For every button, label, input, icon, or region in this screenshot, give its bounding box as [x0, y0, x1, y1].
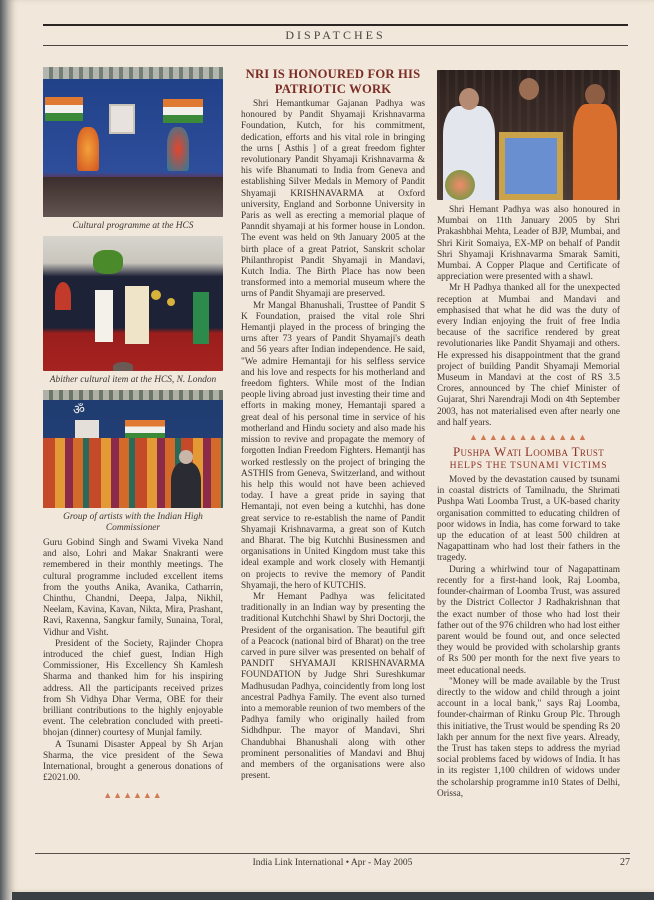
- body-paragraph: "Money will be made available by the Trust directly to the widow and child through a joint account in a local bank," says Raj Loomba, founder-chairman of Rinku Group Plc. Through this initiative, the Trust would be spending Rs 20 lakh per annum for the next five years. Already, the Trust has taken steps to address the myriad social problems faced by widows of India. It has in its register 1,100 children of widows under the scholarship programme in10 States of Delhi, Orissa,: [437, 676, 620, 799]
- page-number: 27: [620, 857, 630, 868]
- body-paragraph: Shri Hemant Padhya was also honoured in Mumbai on 11th January 2005 by Shri Prakashbhai Mehta, Leader of BJP, Mumbai, and Shri Kirit Somaiya, EX-MP on behalf of Pandit Shri Shyamaji Krishnavarma Smarak Samiti, Mumbai. A Copper Plaque and Certificate of appreciation were presented with a shawl.: [437, 205, 620, 283]
- photo-caption: Cultural programme at the HCS: [72, 221, 194, 231]
- publication-footer: India Link International • Apr - May 2005: [252, 858, 413, 868]
- body-paragraph: A Tsunami Disaster Appeal by Sh Arjan Sharma, the vice president of the Sewa International, brought a generous donations of £2021.00.: [43, 739, 223, 784]
- middle-column: [241, 67, 425, 782]
- header-rule-top: [43, 24, 628, 26]
- body-paragraph: During a whirlwind tour of Nagapattinam recently for a first-hand look, Raj Loomba, founder-chairman of Loomba Trust, was assured by the District Collector J Radhakrishnan that the exact number of those who had lost their father out of the 976 children who had lost either parent would be found out, and once selected they would be provided with scholarship grants of Rs 500 per month for the next five years to meet educational needs.: [437, 564, 620, 676]
- body-paragraph: Mr Hemant Padhya was felicitated traditionally in an Indian way by presenting the traditional Kutchchhi Shawl by Shri Doctorji, the President of the organisation. The beautiful gift of a Peacock (national bird of Bharat) on the tree carved in pure silver was presented on behalf of PANDIT SHYAMAJI KRISHNAVARMA FOUNDATION by Judge Shri Sureshkumar Madhusudan Padhya, coincidently from long lost ancestral Padhya Family. The event also turned into a memorable reunion of two members of the Padhya family who originally hailed from Sidhdhpur. The mayor of Mandavi, Shri Chandubhai Bhanushali along with other prominent personalities of Mandavi and Bhuj and members of the organisations were also present.: [241, 591, 425, 782]
- body-paragraph: President of the Society, Rajinder Chopra introduced the chief guest, Indian High Commissioner, His Excellency Sh Kamlesh Sharma and thanked him for his inspiring address. All the participants received prizes from Sh Vidhya Dhar Verma, OBE for their brilliant contributions to the highly enjoyable event. The celebration concluded with preeti-bhojan (dinner) courtesy of Munjal family.: [43, 638, 223, 739]
- photo-three-dancers-icon: [43, 236, 223, 371]
- body-paragraph: Moved by the devastation caused by tsunami in coastal districts of Tamilnadu, the Shrimati Pushpa Wati Loomba Trust, a UK-based charity organisation committed to educating children of poor widows in India, has come forward to take up the education of at least 500 children at Nagapattinam who had lost their fathers in the tragedy.: [437, 475, 620, 564]
- left-column: [43, 67, 223, 800]
- article-title: Pushpa Wati Loomba Trust: [452, 444, 605, 460]
- article-title: NRI IS HONOURED FOR HIS PATRIOTIC WORK: [245, 67, 421, 96]
- article-divider-triangles-icon: ▲▲▲▲▲▲▲▲▲▲▲▲: [469, 432, 588, 443]
- footer-rule: [35, 853, 630, 854]
- body-paragraph: Mr H Padhya thanked all for the unexpected reception at Mumbai and Mandavi and emphasised that what he did was the duty of every Indian enjoying the fruit of free India because of the sacrifice rendered by great revolutionaries like Pandit Shyamaji and others. He expressed his disappointment that the grand project of building Pandit Shyamaji Memorial Museum in Mandavi at the cost of RS 3.5 Crores, announced by The chief Minister of Gujarat, Shri Narendraji Modi on 4th September 2003, has not materialised even after nearly one and half years.: [437, 283, 620, 428]
- right-column: [437, 70, 620, 800]
- end-of-article-triangles-icon: ▲▲▲▲▲▲: [103, 790, 163, 801]
- body-paragraph: Guru Gobind Singh and Swami Viveka Nand and also, Lohri and Makar Snakranti were remembered in their monthly meetings. The cultural programme included excellent items from the youths Anika, Avanika, Catharrin, Chinthu, Chandni, Deepa, Jalpa, Nikhil, Neelam, Kavina, Kavan, Nikta, Mira, Prashant, Ravi, Raxenna, Sangkur family, Sunaina, Toral, Vidhur and Visht.: [43, 538, 223, 638]
- body-paragraph: Mr Mangal Bhanushali, Trusttee of Pandit S K Foundation, praised the vital role Shri Hemantji played in the process of bringing the urns after 73 years of Pandit Shyamaji's death and 56 years after Indian independence. He said, "We admire Hemantaji for his selfless service and his love and respects for his motherland and freedom fighters. While most of the Indian people living abroad just investing their time and efforts in making money, Hemantaji spared a great deal of his personal time in service of his motherland and Hindu society and also made his mission to revive and propagate the memory of forgotten Indian Freedom Fighters. Hemantji has worked restlessly on the project of bringing the ASTHIS from Geneva, Switzerland, and without his help this would not have been achieved today. I have a great pride in saying that Hemantaji, not even being a kutchhi, has done great service to re-establish the name of Pandit Shyamaji Krishnavarma, a great son of Kutch and Bharat. The big Kutchhi Businessmen and organisations in United Kingdom must take this ideal example and work closely with Hemantji on projects to revive the memory of Pandit Shyamaji, the hero of KUTCHIS.: [241, 300, 425, 591]
- section-title: DISPATCHES: [285, 28, 386, 42]
- photo-plaque-presentation-icon: [437, 70, 620, 200]
- photo-dancers-on-stage-icon: [43, 67, 223, 217]
- magazine-page: [8, 0, 654, 892]
- photo-caption: Group of artists with the Indian High Commissioner: [63, 512, 203, 533]
- article-subtitle: HELPS THE TSUNAMI VICTIMS: [449, 460, 608, 472]
- body-paragraph: Shri Hemantkumar Gajanan Padhya was honoured by Pandit Shyamaji Krishnavarma Foundation, Kutch, for his commitment, dedication, efforts and his vital role in bringing the urns [ Asthis ] of a great freedom fighter revolutionary Pandit Shyamaji Krishnavarma & his wife Bhanumati to India from Geneva and establishing Silver Medals in Memory of Pandit Shyamaji KRISHNAVARMA at Oxford university, England and Sorbonne University in Paris as well as erecting a memorial plaque of Panndit shyamaji at his former house in London. The event was held on 9th January 2005 at the birth place of a great Patriot, Sanskrit scholar Philanthropist Pandit Shyamaji in Mandavi, Kutch India. The Birth Place has now been transformed into a memorial museum where the urns of Pandit Shyamaji are preserved.: [241, 99, 425, 300]
- photo-caption: Abither cultural item at the HCS, N. London: [49, 375, 217, 385]
- photo-group-artists-icon: ॐ: [43, 390, 223, 508]
- header-rule-bottom: [43, 45, 628, 46]
